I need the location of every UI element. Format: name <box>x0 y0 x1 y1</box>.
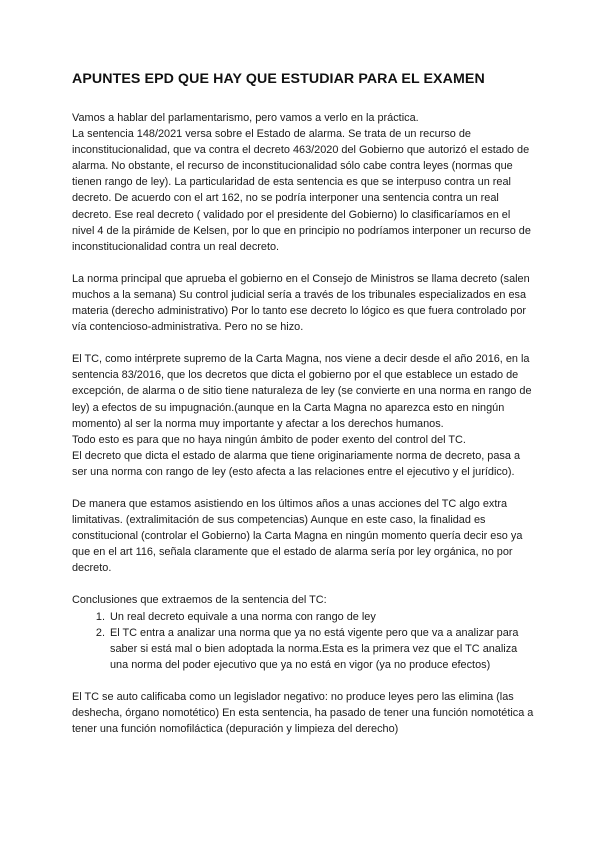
conclusions-list <box>72 609 534 673</box>
paragraph-conclusions-heading: Conclusiones que extraemos de la sentencia del TC: <box>72 594 327 607</box>
document-title: APUNTES EPD QUE HAY QUE ESTUDIAR PARA EL EXAMEN <box>72 71 485 87</box>
document-page <box>72 70 534 737</box>
list-item: 1. Un real decreto equivale a una norma con rango de ley <box>108 609 534 625</box>
paragraph-sentencia: La sentencia 148/2021 versa sobre el Estado de alarma. Se trata de un recurso de inconstitucionalidad, que va contra el decreto 463/2020 del Gobierno que autorizó el estado de alarma. No obstante, el recurso de inconstitucionalidad sólo cabe contra leyes (normas que tienen rango de ley). La particularidad de esta sentencia es que se interpuso contra un real decreto. De acuerdo con el art 162, no se podría interponer una sentencia contra un real decreto. Ese real decreto ( validado por el presidente del Gobierno) lo clasificaríamos en el nivel 4 de la pirámide de Kelsen, por lo que en principio no podríamos interponer un recurso de inconstitucionalidad contra un real decreto. <box>72 128 531 253</box>
list-item: 2. El TC entra a analizar una norma que ya no está vigente pero que va a analizar para saber si está mal o bien adoptada la norma.Esta es la primera vez que el TC analiza una norma del poder ejecutivo que ya no está en vigor (ya no produce efectos) <box>108 625 534 673</box>
paragraph-rango-ley: El decreto que dicta el estado de alarma que tiene originariamente norma de decreto, pasa a ser una norma con rango de ley (esto afecta a las relaciones entre el ejecutivo y el jurídico). <box>72 449 521 478</box>
paragraph-legislador-negativo: El TC se auto calificaba como un legislador negativo: no produce leyes pero las elimina (las deshecha, órgano nomotético) En esta sentencia, ha pasado de tener una función nomotética a tener una función nomofiláctica (depuración y limpieza del derecho) <box>72 690 534 736</box>
paragraph-extralimitacion: De manera que estamos asistiendo en los últimos años a unas acciones del TC algo extra limitativas. (extralimitación de sus competencias) Aunque en este caso, la finalidad es constitucional (controlar el Gobierno) la Carta Magna en ningún momento quería decir eso ya que en el art 116, señala claramente que el estado de alarma sería por ley orgánica, no por decreto. <box>72 497 523 575</box>
paragraph-intro: Vamos a hablar del parlamentarismo, pero vamos a verlo en la práctica. <box>72 112 419 124</box>
paragraph-tc-interpretation: El TC, como intérprete supremo de la Carta Magna, nos viene a decir desde el año 2016, en la sentencia 83/2016, que los decretos que dicta el gobierno por el que establece un estado de excepción, de alarma o de sitio tiene naturaleza de ley (se convierte en una norma en rango de ley) a efectos de su impugnación.(aunque en la Carta Magna no aparezca esto en ningún momento) al ser la norma muy importante y afectar a los derechos humanos. <box>72 353 532 430</box>
paragraph-control: Todo esto es para que no haya ningún ámbito de poder exento del control del TC. <box>72 433 466 446</box>
paragraph-decreto: La norma principal que aprueba el gobierno en el Consejo de Ministros se llama decreto (salen muchos a la semana) Su control judicial sería a través de los tribunales especializados en esa materia (derecho administrativo) Por lo tanto ese decreto lo lógico es que fuera controlado por vía contencioso-administrativa. Pero no se hizo. <box>72 272 530 334</box>
